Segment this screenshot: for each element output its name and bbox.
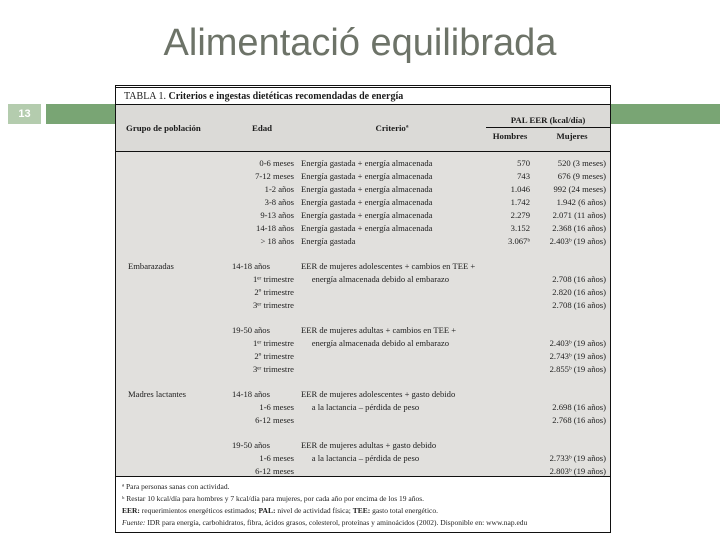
table-body — [116, 152, 610, 476]
cell-edad: 19-50 años — [232, 440, 270, 450]
table-row — [120, 273, 606, 286]
cell-hombres: 570 — [517, 158, 530, 168]
cell-criterio: EER de mujeres adolescentes + gasto debido — [301, 389, 456, 399]
table-row — [120, 235, 606, 248]
cell-mujeres: 2.733ᵇ (19 años) — [549, 453, 606, 463]
table-row — [120, 465, 606, 476]
cell-criterio — [294, 350, 482, 363]
column-header-mujeres: Mujeres — [556, 131, 588, 141]
table-row — [120, 439, 606, 452]
cell-grupo — [120, 337, 206, 350]
cell-grupo: Embarazadas — [128, 261, 174, 271]
column-header-grupo: Grupo de población — [126, 123, 201, 133]
cell-grupo — [120, 452, 206, 465]
cell-grupo: Madres lactantes — [128, 389, 186, 399]
cell-edad: 19-50 años — [232, 325, 270, 335]
cell-hombres — [482, 286, 530, 299]
cell-hombres: 3.152 — [510, 223, 530, 233]
column-header-pal-eer: PAL EER (kcal/día) — [486, 115, 610, 128]
table-row — [120, 260, 606, 273]
cell-mujeres — [530, 260, 606, 273]
cell-hombres — [482, 363, 530, 376]
table-row — [120, 401, 606, 414]
cell-grupo — [120, 209, 206, 222]
cell-criterio: energía almacenada debido al embarazo — [301, 338, 450, 348]
cell-edad: 1ᵉʳ trimestre — [252, 274, 294, 284]
cell-hombres — [482, 414, 530, 427]
table-row — [120, 170, 606, 183]
cell-mujeres: 992 (24 meses) — [553, 184, 606, 194]
cell-grupo — [120, 183, 206, 196]
cell-criterio: Energía gastada + energía almacenada — [301, 197, 433, 207]
cell-criterio: EER de mujeres adolescentes + cambios en TEE + — [301, 261, 476, 271]
cell-criterio — [294, 299, 482, 312]
cell-mujeres — [530, 324, 606, 337]
table-header — [116, 105, 610, 152]
cell-mujeres — [530, 388, 606, 401]
footnote-line: ª Para personas sanas con actividad. — [122, 482, 230, 491]
cell-criterio: Energía gastada + energía almacenada — [301, 171, 433, 181]
slide-number-badge: 13 — [8, 104, 41, 124]
cell-criterio: Energía gastada + energía almacenada — [301, 210, 433, 220]
cell-grupo — [120, 414, 206, 427]
cell-grupo — [120, 157, 206, 170]
cell-edad: 1-6 meses — [259, 402, 294, 412]
cell-grupo — [120, 222, 206, 235]
table-row — [120, 414, 606, 427]
table-row — [120, 337, 606, 350]
cell-grupo — [120, 286, 206, 299]
table-row — [120, 286, 606, 299]
cell-hombres: 3.067ᵇ — [508, 236, 530, 246]
cell-mujeres: 2.743ᵇ (19 años) — [549, 351, 606, 361]
column-header-edad: Edad — [252, 123, 273, 133]
table-row — [120, 183, 606, 196]
cell-hombres — [482, 439, 530, 452]
table-row — [120, 299, 606, 312]
cell-mujeres: 676 (9 meses) — [557, 171, 606, 181]
column-header-hombres: Hombres — [492, 131, 528, 141]
table-footnotes — [116, 476, 610, 532]
cell-criterio — [294, 414, 482, 427]
cell-mujeres: 2.708 (16 años) — [552, 274, 606, 284]
cell-mujeres: 2.071 (11 años) — [552, 210, 606, 220]
cell-grupo — [120, 235, 206, 248]
cell-mujeres: 2.708 (16 años) — [552, 300, 606, 310]
cell-edad: 1ᵉʳ trimestre — [252, 338, 294, 348]
column-header-sexes — [486, 128, 610, 141]
cell-mujeres: 2.768 (16 años) — [552, 415, 606, 425]
cell-edad: 14-18 años — [232, 261, 270, 271]
cell-mujeres: 2.855ᵇ (19 años) — [549, 364, 606, 374]
table-row — [120, 209, 606, 222]
table-row — [120, 222, 606, 235]
cell-mujeres — [530, 439, 606, 452]
cell-grupo — [120, 363, 206, 376]
cell-grupo — [120, 196, 206, 209]
cell-edad: 3ᵉʳ trimestre — [252, 300, 294, 310]
cell-criterio: energía almacenada debido al embarazo — [301, 274, 450, 284]
table-row — [120, 452, 606, 465]
cell-hombres — [482, 452, 530, 465]
table-title — [116, 88, 610, 105]
cell-mujeres: 2.403ᵇ (19 años) — [549, 236, 606, 246]
cell-hombres — [482, 465, 530, 476]
cell-criterio: EER de mujeres adultas + gasto debido — [301, 440, 437, 450]
cell-grupo — [120, 465, 206, 476]
cell-hombres: 2.279 — [510, 210, 530, 220]
table-row — [120, 196, 606, 209]
footnote-line: Fuente: IDR para energía, carbohidratos, fibra, ácidos grasos, colesterol, proteínas y aminoácidos (2002). Disponible en: www.nap.edu — [122, 518, 528, 527]
cell-grupo — [120, 299, 206, 312]
cell-hombres — [482, 260, 530, 273]
cell-criterio: a la lactancia – pérdida de peso — [301, 402, 420, 412]
footnote-line: ᵇ Restar 10 kcal/día para hombres y 7 kcal/día para mujeres, por cada año por encima de los 19 años. — [122, 494, 425, 503]
cell-criterio: Energía gastada + energía almacenada — [301, 158, 433, 168]
cell-edad: 6-12 meses — [255, 415, 294, 425]
cell-grupo — [120, 401, 206, 414]
cell-edad: > 18 años — [260, 236, 294, 246]
cell-edad: 2º trimestre — [254, 287, 294, 297]
cell-grupo — [120, 350, 206, 363]
cell-hombres — [482, 401, 530, 414]
cell-criterio: Energía gastada + energía almacenada — [301, 223, 433, 233]
cell-grupo — [120, 439, 206, 452]
cell-hombres: 743 — [517, 171, 530, 181]
cell-mujeres: 520 (3 meses) — [557, 158, 606, 168]
column-header-criterio: Criterioª — [375, 123, 409, 133]
cell-edad: 3ᵉʳ trimestre — [252, 364, 294, 374]
cell-edad: 14-18 años — [232, 389, 270, 399]
cell-criterio — [294, 465, 482, 476]
cell-criterio: EER de mujeres adultas + cambios en TEE + — [301, 325, 457, 335]
cell-edad: 2º trimestre — [254, 351, 294, 361]
cell-mujeres: 1.942 (6 años) — [556, 197, 606, 207]
cell-edad: 7-12 meses — [255, 171, 294, 181]
cell-grupo — [120, 273, 206, 286]
column-header-pal-eer-group — [486, 105, 610, 151]
cell-mujeres: 2.698 (16 años) — [552, 402, 606, 412]
cell-criterio — [294, 363, 482, 376]
table-row — [120, 388, 606, 401]
cell-edad: 3-8 años — [264, 197, 294, 207]
table-row — [120, 363, 606, 376]
cell-criterio: a la lactancia – pérdida de peso — [301, 453, 420, 463]
footnote-line: EER: requerimientos energéticos estimados; PAL: nivel de actividad física; TEE: gasto total energético. — [122, 506, 439, 515]
cell-hombres: 1.046 — [510, 184, 530, 194]
cell-edad: 9-13 años — [260, 210, 294, 220]
cell-hombres: 1.742 — [510, 197, 530, 207]
page-title: Alimentació equilibrada — [163, 22, 557, 64]
cell-criterio — [294, 286, 482, 299]
cell-mujeres: 2.403ᵇ (19 años) — [549, 338, 606, 348]
cell-mujeres: 2.368 (16 años) — [552, 223, 606, 233]
cell-edad: 6-12 meses — [255, 466, 294, 476]
table-title-label: TABLA 1. — [124, 91, 166, 102]
cell-hombres — [482, 324, 530, 337]
table-title-text: Criterios e ingestas dietéticas recomendadas de energía — [168, 91, 404, 102]
cell-grupo — [120, 170, 206, 183]
cell-grupo — [120, 324, 206, 337]
cell-edad: 1-2 años — [264, 184, 294, 194]
cell-mujeres: 2.803ᵇ (19 años) — [549, 466, 606, 476]
table-row — [120, 324, 606, 337]
cell-hombres — [482, 299, 530, 312]
cell-hombres — [482, 388, 530, 401]
cell-hombres — [482, 273, 530, 286]
cell-edad: 0-6 meses — [259, 158, 294, 168]
table-row — [120, 350, 606, 363]
table-row — [120, 157, 606, 170]
cell-hombres — [482, 350, 530, 363]
cell-edad: 1-6 meses — [259, 453, 294, 463]
cell-edad: 14-18 años — [256, 223, 294, 233]
energy-table — [115, 85, 611, 533]
cell-criterio: Energía gastada — [301, 236, 356, 246]
cell-hombres — [482, 337, 530, 350]
cell-mujeres: 2.820 (16 años) — [552, 287, 606, 297]
cell-criterio: Energía gastada + energía almacenada — [301, 184, 433, 194]
